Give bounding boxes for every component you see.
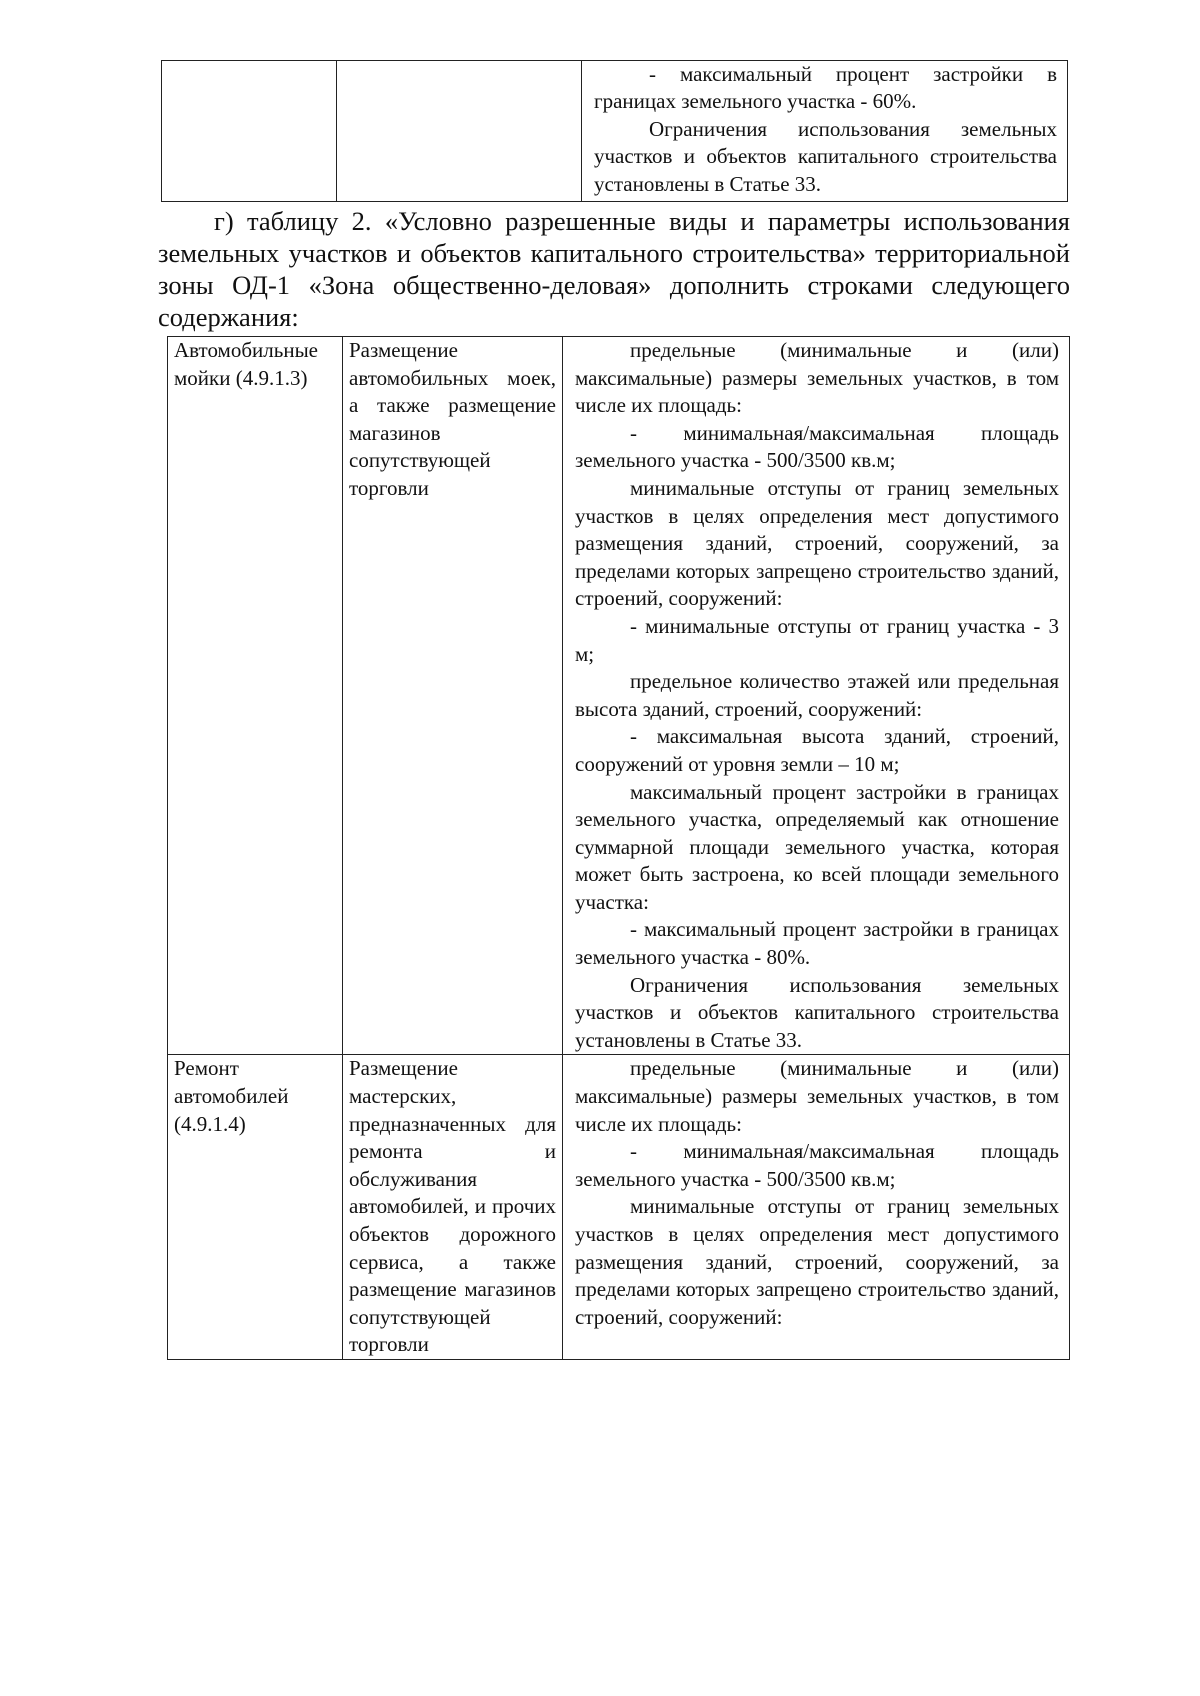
intro-paragraph bbox=[158, 205, 1070, 333]
table-cell-name bbox=[168, 1055, 343, 1360]
param-paragraph: минимальные отступы от границ земельных участков в целях определения мест допустимого размещения зданий, строений, сооружений, за пределами которых запрещено строительство зданий, строений, сооружений: bbox=[575, 1194, 1059, 1329]
param-paragraph: предельное количество этажей или предельная высота зданий, строений, сооружений: bbox=[575, 669, 1059, 721]
table-cell-params bbox=[582, 61, 1068, 202]
table-row bbox=[162, 61, 1068, 202]
table-row bbox=[168, 1055, 1070, 1360]
main-table bbox=[167, 336, 1070, 1360]
param-paragraph: - минимальная/максимальная площадь земельного участка - 500/3500 кв.м; bbox=[575, 420, 1059, 473]
param-paragraph: Ограничения использования земельных участков и объектов капитального строительства установлены в Статье 33. bbox=[575, 972, 1059, 1052]
table-cell-description bbox=[343, 337, 563, 1055]
table-cell-empty bbox=[162, 61, 337, 202]
row-name: Автомобильные мойки (4.9.1.3) bbox=[174, 338, 318, 390]
param-paragraph: - минимальная/максимальная площадь земельного участка - 500/3500 кв.м; bbox=[575, 1139, 1059, 1191]
param-paragraph: Ограничения использования земельных участков и объектов капитального строительства установлены в Статье 33. bbox=[594, 116, 1057, 196]
table-cell-params bbox=[563, 1055, 1070, 1360]
intro-text: г) таблицу 2. «Условно разрешенные виды и параметры использования земельных участков и объектов капитального строительства» территориальной зоны ОД-1 «Зона общественно-деловая» дополнить строками следующего содержания: bbox=[158, 206, 1070, 332]
param-paragraph: - максимальный процент застройки в границах земельного участка - 60%. bbox=[594, 62, 1057, 114]
param-paragraph: - минимальные отступы от границ участка - 3 м; bbox=[575, 613, 1059, 666]
param-paragraph: предельные (минимальные и (или) максимальные) размеры земельных участков, в том числе их площадь: bbox=[575, 1056, 1059, 1136]
table-cell-params bbox=[563, 337, 1070, 1055]
table-cell-name bbox=[168, 337, 343, 1055]
param-paragraph: предельные (минимальные и (или) максимальные) размеры земельных участков, в том числе их площадь: bbox=[575, 338, 1059, 418]
row-name: Ремонт автомобилей (4.9.1.4) bbox=[174, 1056, 289, 1136]
row-description: Размещение мастерских, предназначенных для ремонта и обслуживания автомобилей, и прочих объектов дорожного сервиса, а также размещение магазинов сопутствующей торговли bbox=[349, 1056, 556, 1357]
row-description: Размещение автомобильных моек, а также размещение магазинов сопутствующей торговли bbox=[349, 338, 556, 500]
param-paragraph: - максимальный процент застройки в границах земельного участка - 80%. bbox=[575, 917, 1059, 970]
param-paragraph: - максимальная высота зданий, строений, сооружений от уровня земли – 10 м; bbox=[575, 724, 1059, 776]
param-paragraph: минимальные отступы от границ земельных участков в целях определения мест допустимого размещения зданий, строений, сооружений, за пределами которых запрещено строительство зданий, строений, сооружений: bbox=[575, 475, 1059, 611]
table-cell-empty bbox=[337, 61, 582, 202]
param-paragraph: максимальный процент застройки в границах земельного участка, определяемый как отношение суммарной площади земельного участка, которая может быть застроена, ко всей площади земельного участка: bbox=[575, 779, 1059, 914]
top-table-fragment bbox=[161, 60, 1068, 202]
table-row bbox=[168, 337, 1070, 1055]
table-cell-description bbox=[343, 1055, 563, 1360]
